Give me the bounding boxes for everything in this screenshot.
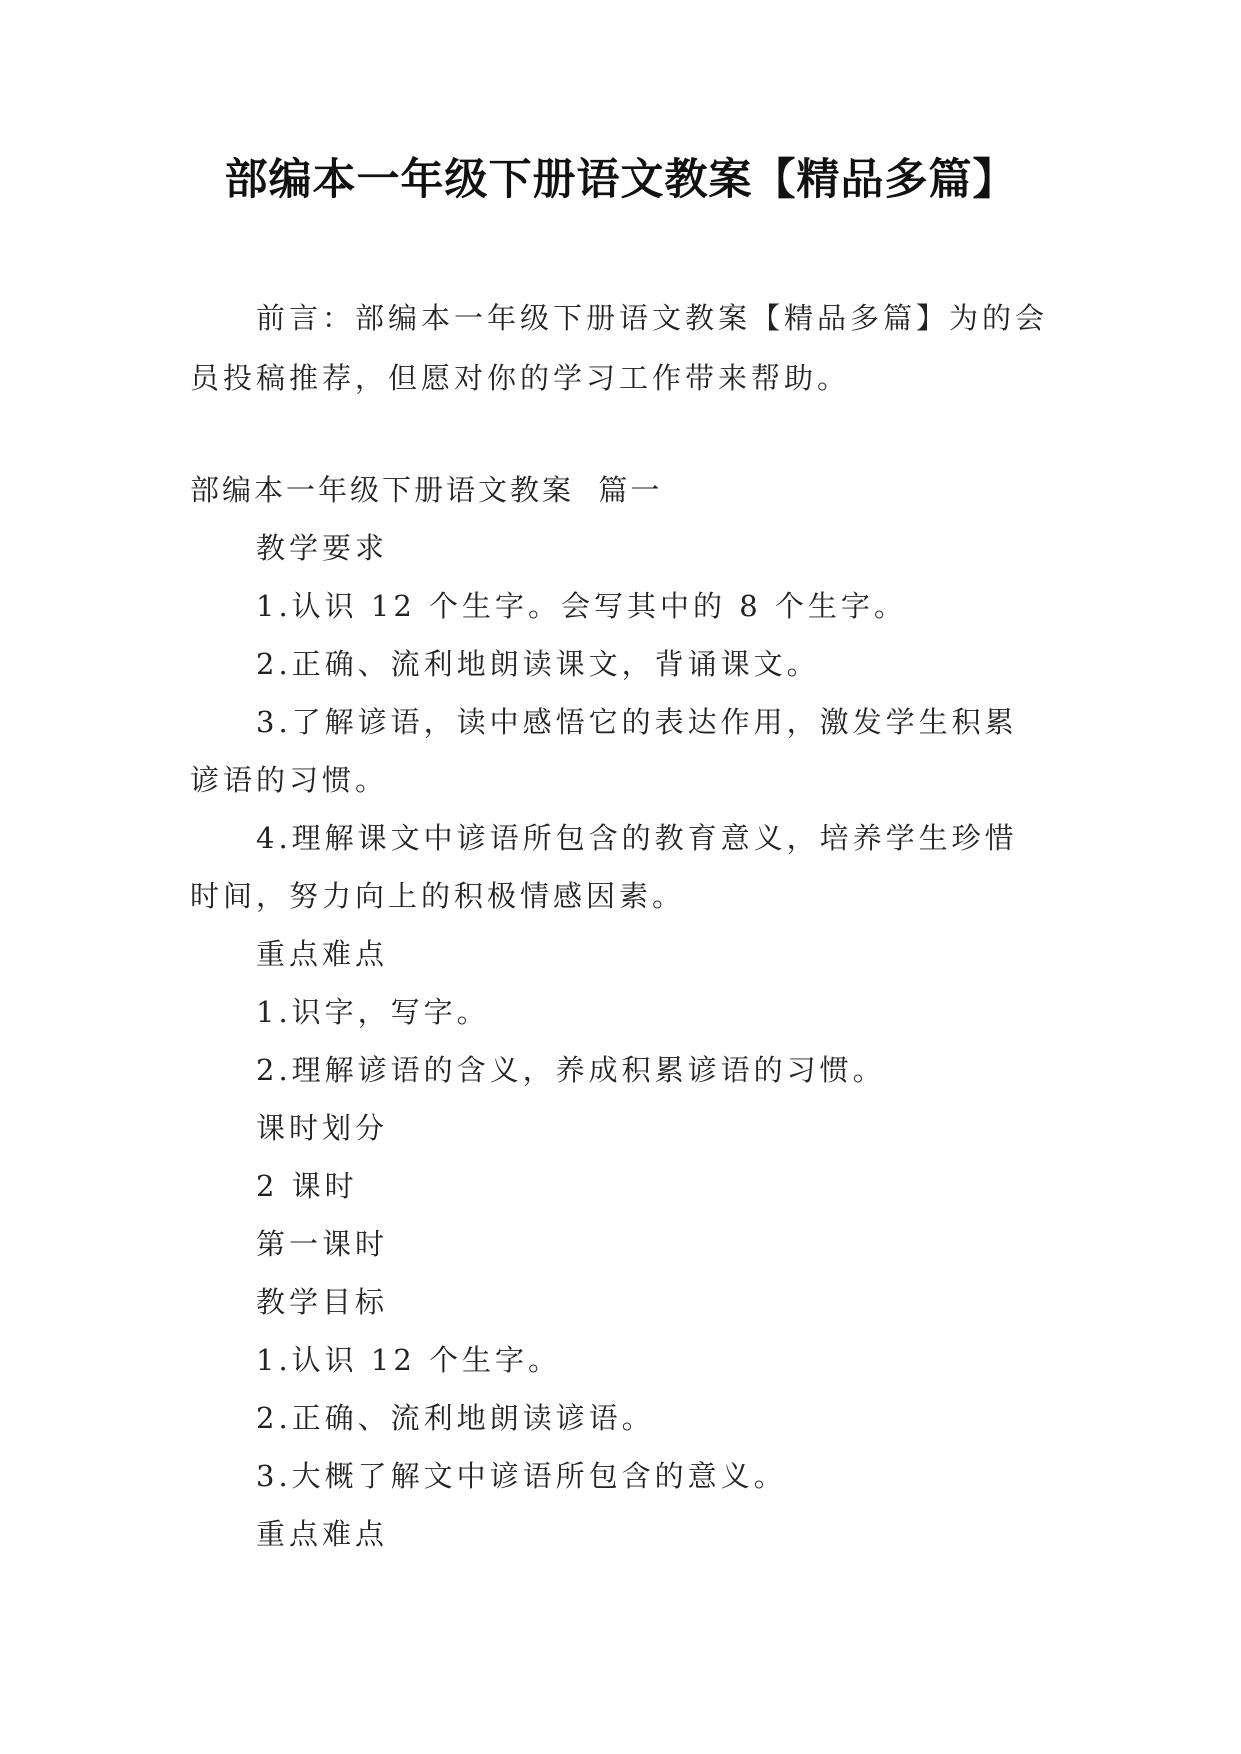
heading-teaching-goals: 教学目标 — [256, 1285, 389, 1319]
requirement-item-4: 4.理解课文中谚语所包含的教育意义，培养学生珍惜时间，努力向上的积极情感因素。 — [190, 821, 1018, 913]
goal-item-2: 2.正确、流利地朗读谚语。 — [256, 1401, 655, 1435]
heading-key-difficulties: 重点难点 — [256, 937, 389, 971]
requirement-item-1: 1.认识 12 个生字。会写其中的 8 个生字。 — [256, 589, 907, 623]
heading-first-lesson: 第一课时 — [256, 1227, 389, 1261]
goal-item-3: 3.大概了解文中谚语所包含的意义。 — [256, 1459, 787, 1493]
requirement-item-2: 2.正确、流利地朗读课文，背诵课文。 — [256, 647, 820, 681]
heading-teaching-requirements: 教学要求 — [256, 531, 389, 565]
lesson-count: 2 课时 — [256, 1169, 358, 1203]
document-title: 部编本一年级下册语文教案【精品多篇】 — [224, 155, 1017, 205]
requirement-item-3: 3.了解谚语，读中感悟它的表达作用，激发学生积累谚语的习惯。 — [190, 705, 1018, 797]
heading-lesson-division: 课时划分 — [256, 1111, 389, 1145]
document-body — [190, 461, 1050, 1563]
goal-item-1: 1.认识 12 个生字。 — [256, 1343, 562, 1377]
difficulty-item-1: 1.识字，写字。 — [256, 995, 490, 1029]
section-heading: 部编本一年级下册语文教案 篇一 — [190, 473, 663, 507]
preface-paragraph: 前言：部编本一年级下册语文教案【精品多篇】为的会员投稿推荐，但愿对你的学习工作带来帮助。 — [190, 301, 1049, 395]
difficulty-item-2: 2.理解谚语的含义，养成积累谚语的习惯。 — [256, 1053, 886, 1087]
heading-key-difficulties-2: 重点难点 — [256, 1517, 389, 1551]
